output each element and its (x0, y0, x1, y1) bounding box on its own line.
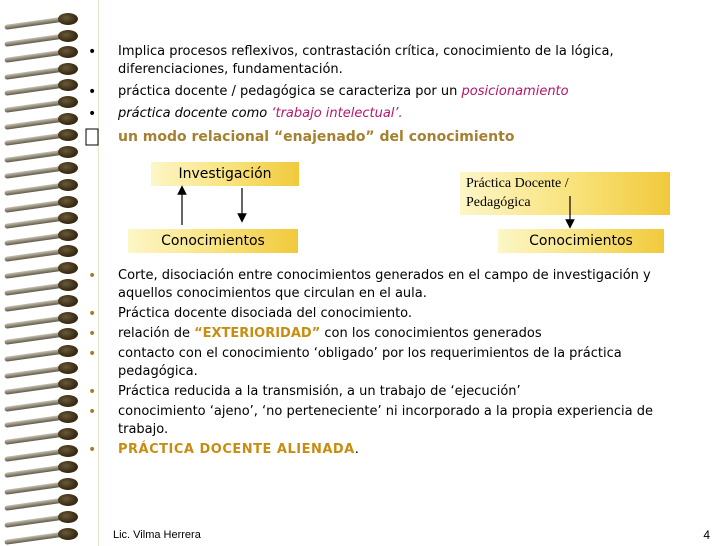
bullet-text-line: Implica procesos reflexivos, contrastación crítica, conocimiento de la lógica, (118, 44, 614, 59)
bullet-text: Práctica docente disociada del conocimiento. (118, 306, 413, 321)
list-item (82, 345, 722, 381)
bullet-text-line: Corte, disociación entre conocimientos generados en el campo de investigación y (118, 268, 651, 283)
footer-author: Lic. Vilma Herrera (113, 529, 201, 541)
bullet-text-line: trabajo. (118, 422, 169, 437)
bullet-marker: • (88, 268, 97, 284)
box-text-line: Pedagógica (466, 195, 531, 210)
bullet-text: un modo relacional “enajenado” del conocimiento (118, 129, 515, 145)
list-item (82, 403, 722, 439)
list-item (82, 383, 722, 401)
bullet-text: práctica docente / pedagógica se caracteriza por un (118, 84, 462, 99)
list-item (82, 325, 722, 343)
bullet-marker: • (88, 404, 97, 420)
box-text-line: Práctica Docente / (466, 176, 569, 191)
list-item (82, 267, 722, 303)
bullet-text: práctica docente como (118, 106, 272, 121)
bullet-text-line: contacto con el conocimiento ‘obligado’ por los requerimientos de la práctica (118, 346, 622, 361)
bottom-bullet-list (82, 267, 722, 459)
page-number: 4 (703, 528, 710, 542)
highlight-text: ‘trabajo intelectual’. (271, 106, 403, 121)
bullet-text: . (354, 442, 359, 457)
highlight-text: posicionamiento (461, 84, 569, 99)
list-item (82, 305, 722, 323)
list-item (82, 441, 722, 459)
bullet-marker: • (88, 326, 97, 342)
bullet-marker: • (88, 84, 97, 100)
diagram-box-conocimientos-left: Conocimientos (128, 229, 298, 253)
bullet-text-line: pedagógica. (118, 364, 198, 379)
diagram-box-investigacion: Investigación (151, 162, 299, 186)
bullet-text-line: diferenciaciones, fundamentación. (118, 62, 343, 77)
bullet-text-line: aquellos conocimientos que circulan en el aula. (118, 286, 427, 301)
bullet-marker: • (88, 346, 97, 362)
bullet-text: Práctica reducida a la transmisión, a un trabajo de ‘ejecución’ (118, 384, 521, 399)
bullet-marker: • (88, 384, 97, 400)
bullet-text: con los conocimientos generados (320, 326, 542, 341)
highlight-text: “EXTERIORIDAD” (194, 326, 321, 341)
bullet-marker: • (88, 106, 97, 122)
bullet-text-line: conocimiento ‘ajeno’, ‘no perteneciente’ ni incorporado a la propia experiencia de (118, 404, 653, 419)
bullet-text: relación de (118, 326, 195, 341)
bullet-marker: • (88, 44, 97, 60)
diagram-box-conocimientos-right: Conocimientos (498, 229, 664, 253)
bullet-marker: • (88, 442, 97, 458)
bullet-marker: • (88, 306, 97, 322)
highlight-text: PRÁCTICA DOCENTE ALIENADA (118, 442, 355, 457)
